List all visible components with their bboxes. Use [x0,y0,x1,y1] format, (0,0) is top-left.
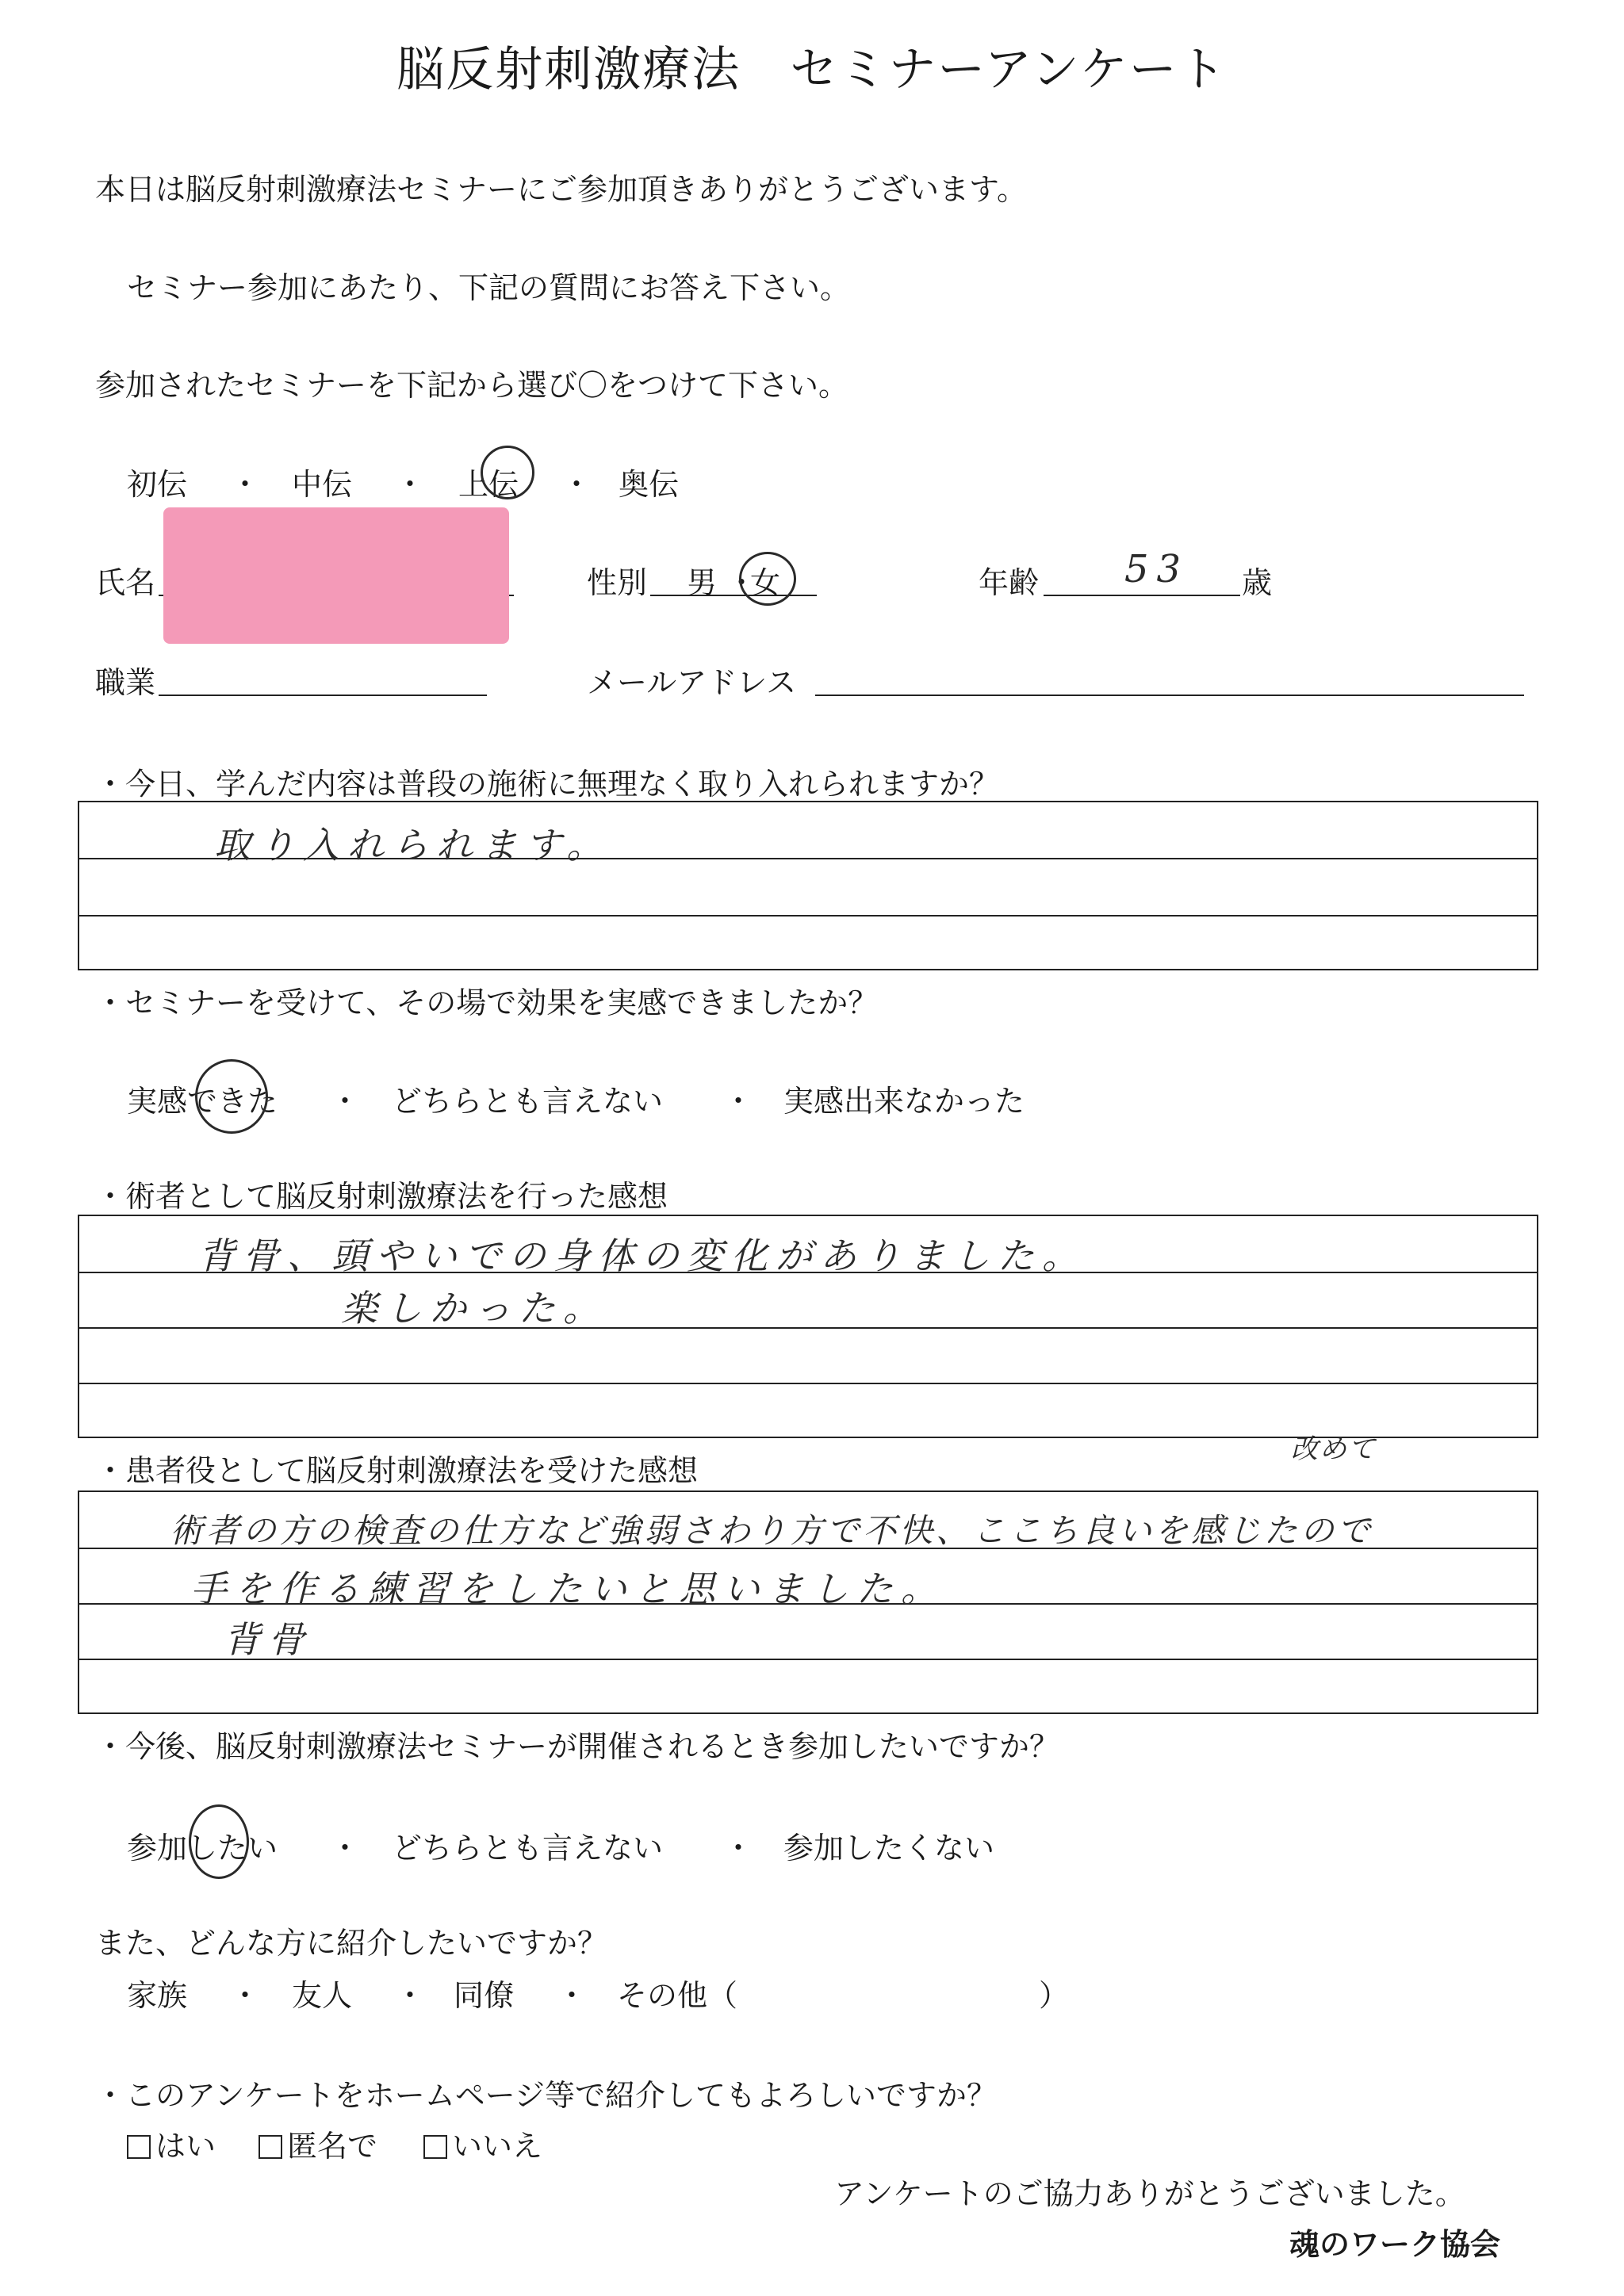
q7-option-no-label: いいえ [452,2129,543,2164]
q3-handwritten-line1: 背骨、頭やいでの身体の変化がありました。 [198,1234,1086,1277]
level-separator: ・ [230,467,261,502]
q5-question: ・今後、脳反射刺激療法セミナーが開催されるとき参加したいですか？ [95,1729,1060,1764]
q6-other-close-paren: ） [1039,1978,1070,2013]
email-field-line[interactable] [815,695,1524,696]
gender-male[interactable]: 男 [687,565,718,600]
joden-selected-circle [481,446,534,499]
q4-handwritten-line1: 術者の方の検査の仕方など強弱さわり方で不快、ここち良いを感じたので [170,1511,1374,1550]
gender-female-circle [739,552,796,606]
level-option-okuden[interactable]: 奥伝 [619,467,680,502]
q6-option-other[interactable]: その他（ [617,1978,738,2013]
intro-thanks: 本日は脳反射刺激療法セミナーにご参加頂きありがとうございます。 [95,172,1027,207]
q6-separator: ・ [557,1978,588,2013]
q5-option-yes[interactable]: 参加したい [127,1831,278,1866]
checkbox[interactable] [259,2135,282,2159]
q6-option-friend[interactable]: 友人 [292,1978,353,2013]
gender-separator: ・ [726,565,757,600]
answer-rule [79,1383,1537,1384]
q2-question: ・セミナーを受けて、その場で効果を実感できましたか？ [95,985,879,1020]
q7-option-no[interactable] [423,2122,542,2165]
q2-separator: ・ [330,1084,361,1119]
q5-selected-circle [189,1804,249,1879]
level-option-joden[interactable]: 上伝 [458,467,519,502]
q6-separator: ・ [395,1978,426,2013]
intro-select-seminar: 参加されたセミナーを下記から選び〇をつけて下さい。 [95,368,849,403]
checkbox[interactable] [127,2135,151,2159]
q6-option-family[interactable]: 家族 [127,1978,188,2013]
q4-handwritten-note: 改めて [1291,1433,1377,1465]
age-unit: 歳 [1242,565,1273,600]
age-field-line[interactable] [1044,595,1240,596]
closing-thanks: アンケートのご協力ありがとうございました。 [834,2176,1465,2211]
organization-name: 魂のワーク協会 [1289,2227,1501,2262]
answer-rule [79,1327,1537,1329]
q2-selected-circle [195,1059,268,1134]
q7-option-anonymous-label: 匿名で [287,2129,378,2164]
q2-option-felt[interactable]: 実感できた [127,1084,278,1119]
q1-handwritten-answer: 取り入れられます。 [214,824,611,867]
survey-title: 脳反射刺激療法 セミナーアンケート [396,42,1228,98]
answer-rule [79,915,1537,916]
name-redaction [163,507,509,644]
q7-question: ・このアンケートをホームページ等で紹介してもよろしいですか？ [95,2078,997,2113]
q2-option-neutral[interactable]: どちらとも言えない [392,1084,664,1119]
q4-handwritten-line3: 背骨 [224,1618,312,1661]
level-option-shoden[interactable]: 初伝 [127,467,188,502]
q4-question: ・患者役として脳反射刺激療法を受けた感想 [95,1453,699,1488]
q3-question: ・術者として脳反射刺激療法を行った感想 [95,1179,668,1214]
gender-female[interactable]: 女 [750,565,781,600]
q6-separator: ・ [230,1978,261,2013]
level-separator: ・ [561,467,592,502]
q5-separator: ・ [723,1831,754,1866]
gender-label: 性別 [587,565,648,600]
q6-question: また、どんな方に紹介したいですか？ [95,1926,608,1961]
q5-option-neutral[interactable]: どちらとも言えない [392,1831,664,1866]
q5-separator: ・ [330,1831,361,1866]
q4-handwritten-line2: 手を作る練習をしたいと思いました。 [190,1567,945,1610]
q6-option-colleague[interactable]: 同僚 [454,1978,515,2013]
job-label: 職業 [95,665,156,700]
q3-handwritten-line2: 楽しかった。 [341,1287,607,1330]
age-label: 年齢 [979,565,1040,600]
age-value: 53 [1124,547,1189,591]
q7-option-yes[interactable] [127,2122,216,2165]
q1-question: ・今日、学んだ内容は普段の施術に無理なく取り入れられますか？ [95,767,1000,802]
intro-instructions: セミナー参加にあたり、下記の質問にお答え下さい。 [127,270,851,305]
level-separator: ・ [395,467,426,502]
q2-separator: ・ [723,1084,754,1119]
q7-option-anonymous[interactable] [259,2122,377,2165]
email-label: メールアドレス [587,665,797,700]
level-option-chuden[interactable]: 中伝 [292,467,353,502]
job-field-line[interactable] [159,695,487,696]
q7-option-yes-label: はい [155,2129,216,2164]
q5-option-no[interactable]: 参加したくない [783,1831,995,1866]
name-label: 氏名 [95,565,156,600]
q2-option-not-felt[interactable]: 実感出来なかった [783,1084,1025,1119]
checkbox[interactable] [423,2135,447,2159]
